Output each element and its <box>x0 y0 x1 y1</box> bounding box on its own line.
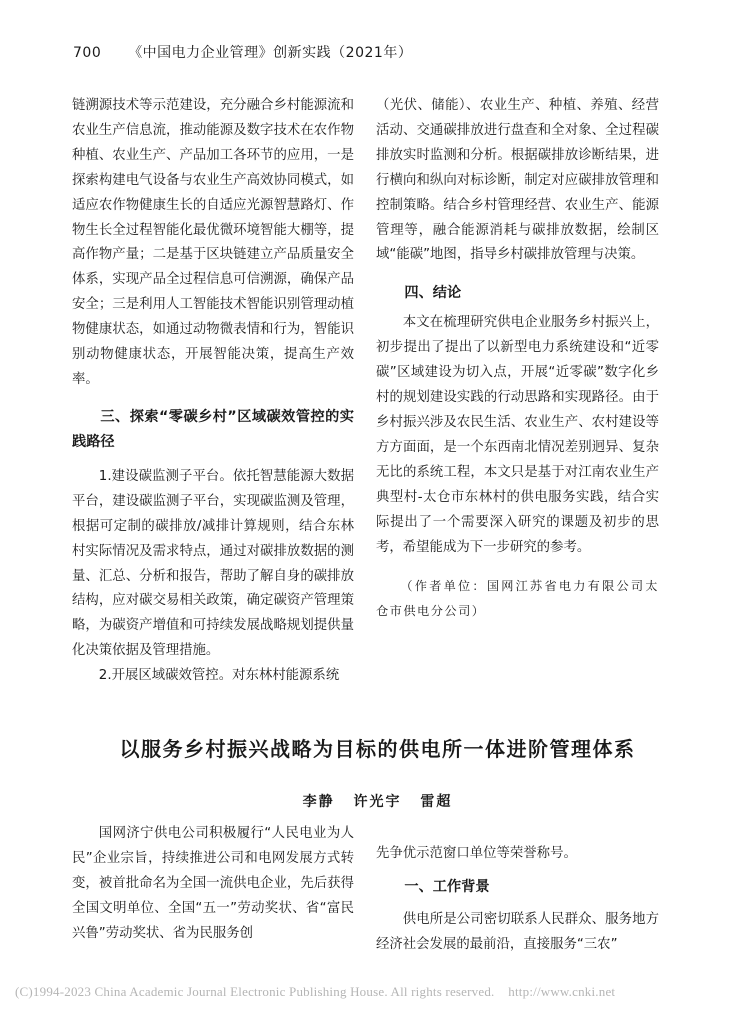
author-affiliation: （作者单位：国网江苏省电力有限公司太仓市供电分公司） <box>376 579 659 619</box>
sub-heading: 2.开展区域碳效管控。 <box>98 668 233 684</box>
body-paragraph: （光伏、储能）、农业生产、种植、养殖、经营活动、交通碳排放进行盘查和全对象、全过程碳排放实时监测和分析。根据碳排放诊断结果，进行横向和纵向对标诊断，制定对应碳排放管理和控制策略。结合乡村管理经营、农业生产、能源管理等，融合能源消耗与碳排放数据，绘制区域“能碳”地图，指导乡村碳排放管理与决策。 <box>376 98 659 263</box>
publication-title: 《中国电力企业管理》创新实践（2021年） <box>128 45 413 61</box>
body-text: 依托智慧能源大数据平台，建设碳监测子平台，实现碳监测及管理，根据可定制的碳排放/减排计算规则，结合东林村实际情况及需求特点，通过对碳排放数据的测量、汇总、分析和报告，帮助了解自身的碳排放结构，应对碳交易相关政策，确定碳资产管理策略，为碳资产增值和可持续发展战略规划提供量化决策依据及管理措施。 <box>72 468 355 659</box>
section-heading: 一、工作背景 <box>404 878 490 895</box>
new-article-left-column <box>72 822 354 947</box>
previous-article-left-column <box>72 94 354 689</box>
page-number: 700 <box>73 45 102 61</box>
body-text: 对东林村能源系统 <box>232 668 340 684</box>
body-paragraph: 先争优示范窗口单位等荣誉称号。 <box>376 846 577 861</box>
previous-article-right-column <box>376 94 659 624</box>
author-name: 许光宇 <box>353 794 402 810</box>
body-paragraph: 供电所是公司密切联系人民群众、服务地方经济社会发展的最前沿，直接服务“三农” <box>376 911 659 952</box>
section-heading: 四、结论 <box>404 285 462 302</box>
author-name: 雷超 <box>420 794 453 810</box>
author-name: 李静 <box>302 794 335 810</box>
section-heading: 三、探索“零碳乡村”区域碳效管控的实践路径 <box>72 408 354 450</box>
byline <box>0 791 755 811</box>
body-paragraph: 链溯源技术等示范建设，充分融合乡村能源流和农业生产信息流，推动能源及数字技术在农作物种植、农业生产、产品加工各环节的应用，一是探索构建电气设备与农业生产高效协同模式，如适应农作物健康生长的自适应光源智慧路灯、作物生长全过程智能化最优微环境智能大棚等，提高作物产量；二是基于区块链建立产品质量安全体系，实现产品全过程信息可信溯源，确保产品安全；三是利用人工智能技术智能识别管理动植物健康状态，如通过动物微表情和行为，智能识别动物健康状态，开展智能决策，提高生产效率。 <box>72 98 354 387</box>
sub-heading: 1.建设碳监测子平台。 <box>98 468 233 484</box>
body-paragraph: 本文在梳理研究供电企业服务乡村振兴上，初步提出了提出了以新型电力系统建设和“近零碳”区域建设为切入点，开展“近零碳”数字化乡村的规划建设实践的行动思路和实现路径。由于乡村振兴涉及农民生活、农业生产、农村建设等方方面面，是一个东西南北情况差别迥异、复杂无比的系统工程，本文只是基于对江南农业生产典型村-太仓市东林村的供电服务实践，结合实际提出了一个需要深入研究的课题及初步的思考，希望能成为下一步研究的参考。 <box>376 315 659 555</box>
new-article-right-column <box>376 842 659 958</box>
body-paragraph: 国网济宁供电公司积极履行“人民电业为人民”企业宗旨，持续推进公司和电网发展方式转变，被首批命名为全国一流供电企业，先后获得全国文明单位、全国“五一”劳动奖状、省“富民兴鲁”劳动奖状、省为民服务创 <box>72 826 354 941</box>
body-paragraph <box>72 465 354 664</box>
running-header <box>73 42 412 62</box>
copyright-watermark: (C)1994-2023 China Academic Journal Electronic Publishing House. All rights reserved. http://www.cnki.net <box>15 984 616 999</box>
article-title: 以服务乡村振兴战略为目标的供电所一体进阶管理体系 <box>119 737 636 761</box>
body-paragraph <box>72 664 354 689</box>
